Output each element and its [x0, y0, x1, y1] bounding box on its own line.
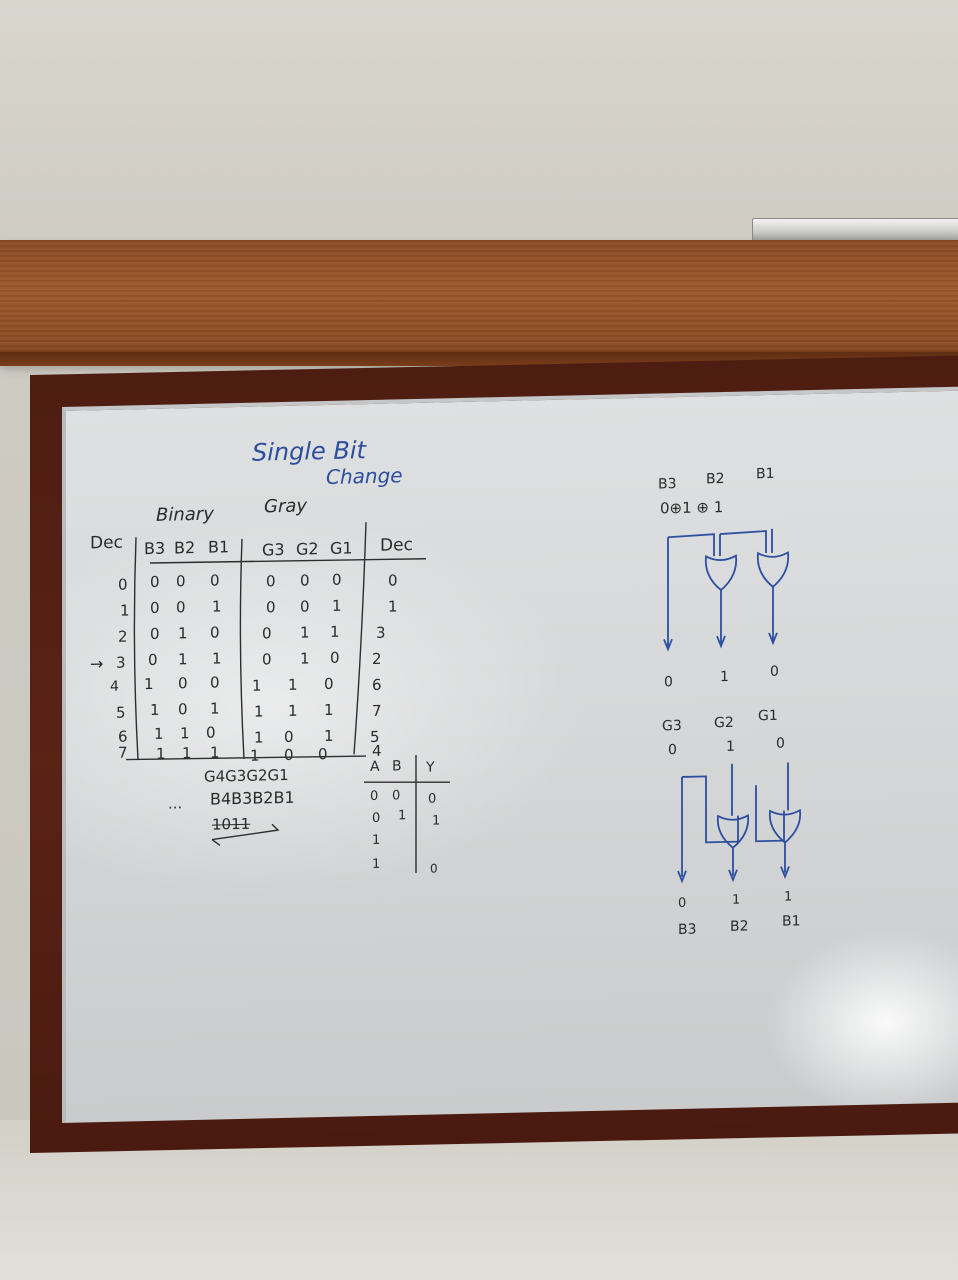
gray-cell: 1 — [330, 622, 340, 641]
circuit-top-output: 0 — [664, 674, 673, 691]
binary-cell: 0 — [210, 623, 220, 642]
circuit-bottom-input: 1 — [726, 738, 735, 755]
binary-cell: 0 — [178, 674, 188, 693]
tt-cell: 1 — [432, 813, 441, 829]
dots-note: ... — [168, 794, 183, 813]
table-lines — [126, 520, 450, 879]
tt-header-b: B — [392, 758, 402, 775]
gray-cell: 1 — [300, 649, 310, 668]
circuit-top-label-g3: G3 — [662, 717, 682, 735]
binary-cell: 1 — [212, 597, 222, 616]
gray-cell: 1 — [324, 700, 334, 720]
binary-cell: 0 — [148, 650, 158, 670]
title-line1: Single Bit — [252, 436, 366, 467]
gray-cell: 0 — [300, 597, 310, 616]
gray-sequence-note: G4G3G2G1 — [204, 765, 289, 786]
gray-cell: 0 — [330, 648, 340, 667]
binary-cell: 0 — [176, 572, 186, 591]
circuit-top-output: 0 — [770, 663, 779, 680]
dec-r-cell: 6 — [372, 675, 382, 694]
tt-cell: 0 — [392, 788, 401, 804]
circuit-top-input-b2: B2 — [706, 470, 725, 488]
gray-cell: 0 — [284, 727, 294, 746]
gray-cell: 0 — [262, 624, 272, 643]
gray-cell: 1 — [252, 676, 262, 695]
gray-cell: 1 — [288, 675, 298, 694]
col-b3: B3 — [144, 538, 166, 559]
dec-cell: 1 — [120, 601, 130, 620]
table-binary-gray-divider — [240, 539, 244, 759]
gray-cell: 0 — [284, 745, 294, 764]
circuit-bottom-output: 0 — [678, 895, 687, 912]
tt-cell: 0 — [428, 791, 437, 807]
wooden-shelf — [0, 240, 958, 362]
circuit-top-output: 1 — [720, 668, 729, 686]
gray-cell: 0 — [266, 598, 276, 617]
gray-cell: 1 — [288, 701, 298, 720]
circuit-top-label-g1: G1 — [758, 707, 778, 725]
gate-bottom-2 — [770, 810, 800, 843]
binary-header: Binary — [156, 503, 214, 526]
gray-cell: 0 — [262, 650, 272, 669]
gray-cell: 0 — [332, 570, 342, 589]
binary-cell: 1 — [210, 699, 220, 718]
circuit-bottom-label-b1: B1 — [782, 913, 801, 930]
col-g2: G2 — [296, 539, 319, 559]
circuit-bottom-input: 0 — [668, 742, 677, 759]
binary-cell: 1 — [212, 649, 222, 668]
circuit-bottom-label-b2: B2 — [730, 918, 749, 935]
gate-top-2 — [758, 553, 788, 588]
dec-left-header: Dec — [90, 532, 123, 554]
dec-r-cell: 7 — [372, 701, 382, 720]
binary-cell: 0 — [210, 571, 220, 590]
tt-cell: 0 — [370, 788, 379, 805]
tt-cell: 0 — [372, 810, 381, 826]
circuit-bottom-outputs — [733, 843, 785, 876]
col-b1: B1 — [208, 537, 230, 557]
gray-cell: 0 — [318, 744, 328, 764]
tt-header-a: A — [370, 758, 380, 776]
gray-cell: 0 — [324, 674, 334, 694]
row-arrow-marker: → — [90, 654, 104, 674]
dec-cell: 2 — [118, 627, 128, 646]
circuit-wires — [664, 528, 800, 881]
gray-cell: 1 — [250, 746, 260, 765]
dec-cell: 7 — [118, 743, 128, 762]
table-header-rule — [150, 557, 426, 565]
binary-cell: 0 — [176, 598, 186, 617]
binary-cell: 1 — [180, 724, 190, 743]
gray-cell: 1 — [332, 596, 342, 615]
dec-r-cell: 4 — [372, 741, 382, 760]
binary-cell: 0 — [210, 673, 220, 692]
circuit-top-outputs — [721, 587, 773, 644]
gray-cell: 0 — [300, 571, 310, 590]
dec-r-cell: 2 — [372, 649, 382, 668]
binary-cell: 1 — [144, 674, 154, 694]
gray-cell: 1 — [300, 623, 310, 642]
binary-sequence-note: B4B3B2B1 — [210, 787, 295, 809]
binary-cell: 1 — [178, 624, 188, 643]
dec-r-cell: 1 — [388, 597, 398, 616]
binary-cell: 0 — [150, 572, 160, 592]
dec-cell: 3 — [116, 653, 126, 672]
truth-table-rule — [364, 780, 450, 784]
gray-cell: 0 — [266, 572, 276, 591]
dec-cell: 6 — [118, 727, 128, 746]
struck-sequence-note: 1011 — [212, 814, 251, 834]
dec-r-cell: 0 — [388, 571, 398, 590]
gate-bottom-1 — [718, 815, 748, 848]
tt-header-y: Y — [426, 759, 435, 776]
gate-top-1 — [706, 556, 736, 591]
col-g3: G3 — [262, 539, 285, 560]
xor-expression: 0⊕1 ⊕ 1 — [660, 497, 724, 518]
circuit-bottom-output: 1 — [732, 892, 741, 908]
tt-cell: 1 — [398, 808, 407, 824]
gray-header: Gray — [264, 495, 308, 518]
binary-cell: 1 — [150, 700, 160, 720]
binary-cell: 0 — [150, 624, 160, 644]
binary-cell: 0 — [150, 598, 160, 618]
dec-cell: 5 — [116, 703, 126, 722]
col-g1: G1 — [330, 538, 353, 558]
gray-cell: 1 — [254, 702, 264, 721]
binary-cell: 1 — [178, 650, 188, 669]
binary-cell: 0 — [178, 700, 188, 719]
binary-cell: 1 — [210, 743, 220, 762]
binary-cell: 0 — [206, 723, 216, 742]
dec-r-cell: 5 — [370, 727, 380, 747]
binary-cell: 1 — [156, 744, 166, 763]
circuit-bottom-output: 1 — [784, 889, 793, 905]
tt-cell: 0 — [430, 861, 438, 876]
circuit-top-input-b3: B3 — [658, 476, 677, 493]
dec-r-cell: 3 — [376, 623, 386, 642]
circuit-bottom-label-b3: B3 — [678, 921, 697, 939]
dec-cell: 0 — [118, 575, 128, 594]
gray-cell: 1 — [254, 728, 264, 747]
table-bottom-rule — [126, 754, 366, 761]
circuit-top-input-b1: B1 — [756, 465, 775, 483]
table-left-bracket — [134, 537, 138, 759]
light-fixture — [752, 218, 958, 242]
binary-cell: 1 — [154, 724, 164, 743]
return-arrow — [212, 824, 278, 845]
circuit-bottom-input: 0 — [776, 735, 785, 752]
whiteboard-drawings — [66, 391, 958, 1123]
title-line2: Change — [326, 463, 403, 490]
tt-cell: 1 — [372, 856, 381, 872]
col-b2: B2 — [174, 537, 196, 558]
dec-cell: 4 — [110, 678, 119, 695]
whiteboard — [62, 387, 958, 1123]
table-gray-dec-divider — [354, 522, 366, 754]
binary-cell: 1 — [182, 744, 192, 763]
tt-cell: 1 — [372, 832, 381, 848]
gray-cell: 1 — [324, 726, 334, 746]
circuit-top-label-g2: G2 — [714, 714, 734, 732]
dec-right-header: Dec — [380, 535, 413, 556]
